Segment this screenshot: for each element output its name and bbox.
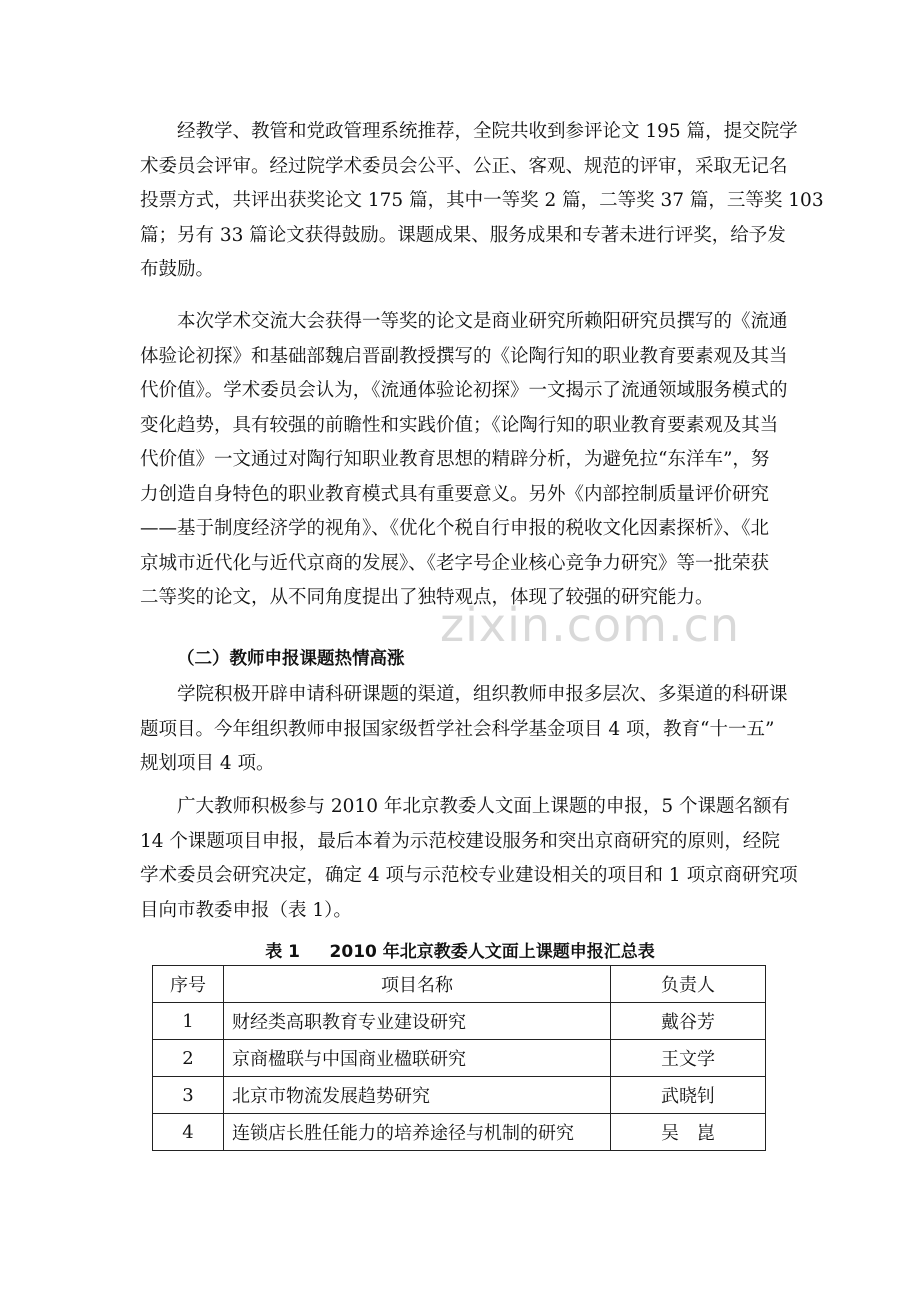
table-header-row bbox=[153, 966, 766, 1003]
cell-project-name: 北京市物流发展趋势研究 bbox=[224, 1077, 611, 1114]
text-line: 题项目。今年组织教师申报国家级哲学社会科学基金项目 4 项，教育“十一五” bbox=[140, 718, 775, 740]
column-header-leader: 负责人 bbox=[611, 966, 766, 1003]
section-heading: （二）教师申报课题热情高涨 bbox=[177, 649, 405, 669]
cell-leader: 王文学 bbox=[611, 1040, 766, 1077]
text-line: 本次学术交流大会获得一等奖的论文是商业研究所赖阳研究员撰写的《流通 bbox=[177, 311, 788, 332]
text-line: 篇；另有 33 篇论文获得鼓励。课题成果、服务成果和专著未进行评奖，给予发 bbox=[140, 224, 786, 246]
column-header-project-name: 项目名称 bbox=[224, 966, 611, 1003]
text-line: 规划项目 4 项。 bbox=[140, 753, 275, 774]
cell-leader: 武晓钊 bbox=[611, 1077, 766, 1114]
table-row bbox=[153, 1077, 766, 1114]
paragraph-review-summary bbox=[140, 115, 824, 288]
cell-project-name: 京商楹联与中国商业楹联研究 bbox=[224, 1040, 611, 1077]
cell-number: 2 bbox=[153, 1040, 224, 1077]
text-line: 体验论初探》和基础部魏启晋副教授撰写的《论陶行知的职业教育要素观及其当 bbox=[140, 345, 788, 367]
cell-project-name: 连锁店长胜任能力的培养途径与机制的研究 bbox=[224, 1114, 611, 1151]
table-row bbox=[153, 1003, 766, 1040]
table-row bbox=[153, 1040, 766, 1077]
text-line: 学院积极开辟申请科研课题的渠道，组织教师申报多层次、多渠道的科研课 bbox=[177, 684, 788, 705]
cell-number: 4 bbox=[153, 1114, 224, 1151]
column-header-number: 序号 bbox=[153, 966, 224, 1003]
text-line: 京城市近代化与近代京商的发展》、《老字号企业核心竞争力研究》等一批荣获 bbox=[140, 552, 770, 574]
table-caption: 表 1 2010 年北京教委人文面上课题申报汇总表 bbox=[265, 942, 655, 962]
text-line: 力创造自身特色的职业教育模式具有重要意义。另外《内部控制质量评价研究 bbox=[140, 483, 770, 505]
text-line: 学术委员会研究决定，确定 4 项与示范校专业建设相关的项目和 1 项京商研究项 bbox=[140, 865, 798, 886]
text-line: 二等奖的论文，从不同角度提出了独特观点，体现了较强的研究能力。 bbox=[140, 587, 714, 608]
paragraph-first-prize bbox=[140, 305, 788, 616]
text-line: 经教学、教管和党政管理系统推荐，全院共收到参评论文 195 篇，提交院学 bbox=[177, 121, 798, 142]
text-line: 目向市教委申报（表 1）。 bbox=[140, 899, 352, 921]
cell-project-name: 财经类高职教育专业建设研究 bbox=[224, 1003, 611, 1040]
text-line: 广大教师积极参与 2010 年北京教委人文面上课题的申报，5 个课题名额有 bbox=[177, 796, 790, 817]
text-line: 代价值》一文通过对陶行知职业教育思想的精辟分析，为避免拉“东洋车”，努 bbox=[140, 449, 770, 470]
cell-leader: 戴谷芳 bbox=[611, 1003, 766, 1040]
text-line: 术委员会评审。经过院学术委员会公平、公正、客观、规范的评审，采取无记名 bbox=[140, 155, 788, 177]
text-line: 14 个课题项目申报，最后本着为示范校建设服务和突出京商研究的原则，经院 bbox=[140, 830, 780, 852]
table-row bbox=[153, 1114, 766, 1151]
paragraph-application bbox=[140, 790, 798, 928]
paragraph-project-channels bbox=[140, 678, 788, 782]
text-line: 布鼓励。 bbox=[140, 259, 215, 280]
text-line: 代价值》。学术委员会认为，《流通体验论初探》一文揭示了流通领域服务模式的 bbox=[140, 380, 788, 401]
text-line: ——基于制度经济学的视角》、《优化个税自行申报的税收文化因素探析》、《北 bbox=[140, 518, 770, 539]
cell-number: 1 bbox=[153, 1003, 224, 1040]
text-line: 投票方式，共评出获奖论文 175 篇，其中一等奖 2 篇，二等奖 37 篇，三等奖 103 bbox=[140, 190, 824, 211]
text-line: 变化趋势，具有较强的前瞻性和实践价值；《论陶行知的职业教育要素观及其当 bbox=[140, 414, 779, 436]
watermark: zixin.com.cn bbox=[440, 598, 741, 652]
cell-number: 3 bbox=[153, 1077, 224, 1114]
cell-leader: 吴 崑 bbox=[611, 1114, 766, 1151]
summary-table bbox=[152, 965, 766, 1151]
